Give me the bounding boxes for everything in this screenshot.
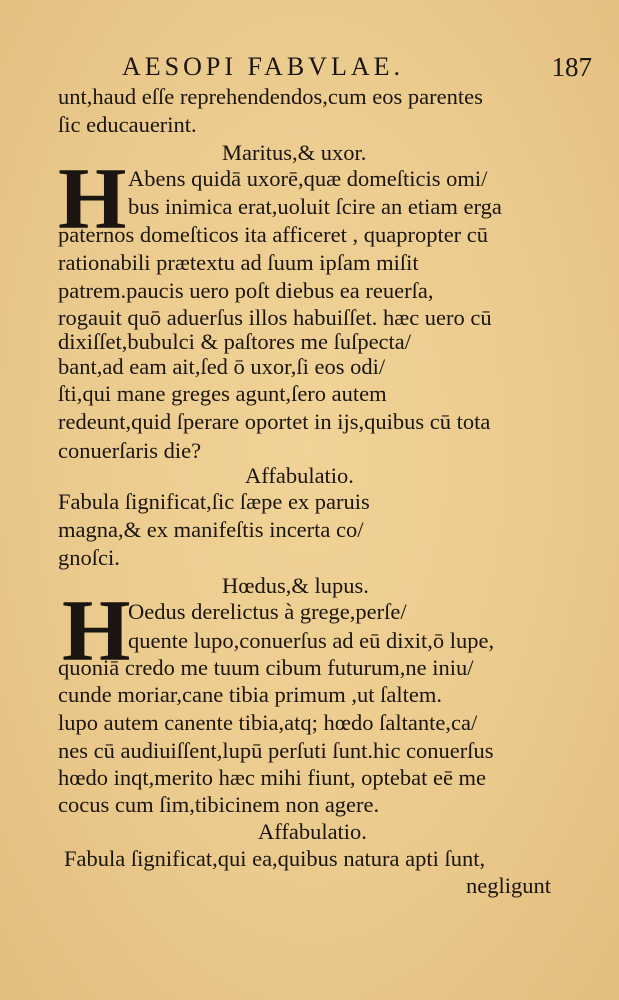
- fable-title: Maritus,& uxor.: [222, 140, 367, 165]
- text-line: cocus cum ſim,tibicinem non agere.: [58, 792, 380, 817]
- text-line: rationabili prætextu ad ſuum ipſam miſit: [58, 250, 419, 275]
- page-number: 187: [551, 52, 592, 82]
- text-line: paternos domeſticos ita afficeret , quapropter cū: [58, 222, 489, 247]
- drop-capital: H: [62, 583, 131, 680]
- text-line: hœdo inqt,merito hæc mihi fiunt, optebat eē me: [58, 765, 487, 790]
- catchword: negligunt: [466, 873, 551, 898]
- text-line: redeunt,quid ſperare oportet in ijs,quibus cū tota: [58, 409, 491, 434]
- drop-capital: H: [58, 151, 127, 248]
- text-line: rogauit quō aduerſus illos habuiſſet. hæc uero cū: [58, 305, 492, 330]
- text-line: Abens quidā uxorē,quæ domeſticis omi/: [128, 166, 488, 191]
- text-line: unt,haud eſſe reprehendendos,cum eos parentes: [58, 84, 483, 109]
- text-line: bus inimica erat,uoluit ſcire an etiam erga: [128, 194, 502, 219]
- text-line: Oedus derelictus à grege,perſe/: [128, 599, 407, 624]
- text-line: Fabula ſignificat,ſic ſæpe ex paruis: [58, 489, 370, 514]
- text-line: bant,ad eam ait,ſed ō uxor,ſi eos odi/: [58, 354, 386, 379]
- text-line: lupo autem canente tibia,atq; hœdo ſaltante,ca/: [58, 710, 478, 735]
- text-line: quente lupo,conuerſus ad eū dixit,ō lupe,: [128, 628, 495, 653]
- moral-title: Affabulatio.: [258, 819, 367, 844]
- text-line: ſic educauerint.: [58, 112, 197, 137]
- text-line: magna,& ex manifeſtis incerta co/: [58, 517, 364, 542]
- text-line: cunde moriar,cane tibia primum ,ut ſaltem.: [58, 682, 442, 707]
- text-line: gnoſci.: [58, 545, 120, 570]
- text-line: Fabula ſignificat,qui ea,quibus natura apti ſunt,: [64, 846, 486, 871]
- page-header: [122, 50, 592, 84]
- moral-title: Affabulatio.: [245, 463, 354, 488]
- fable-title: Hœdus,& lupus.: [222, 573, 369, 598]
- text-line: ſti,qui mane greges agunt,ſero autem: [58, 381, 387, 406]
- text-line: nes cū audiuiſſent,lupū perſuti ſunt.hic conuerſus: [58, 738, 494, 763]
- text-line: patrem.paucis uero poſt diebus ea reuerſa,: [58, 278, 434, 303]
- text-line: dixiſſet,bubulci & paſtores me ſuſpecta/: [58, 329, 412, 354]
- running-title: AESOPI FABVLAE.: [122, 52, 404, 81]
- text-line: quoniā credo me tuum cibum futurum,ne iniu/: [58, 655, 474, 680]
- text-line: conuerſaris die?: [58, 438, 202, 463]
